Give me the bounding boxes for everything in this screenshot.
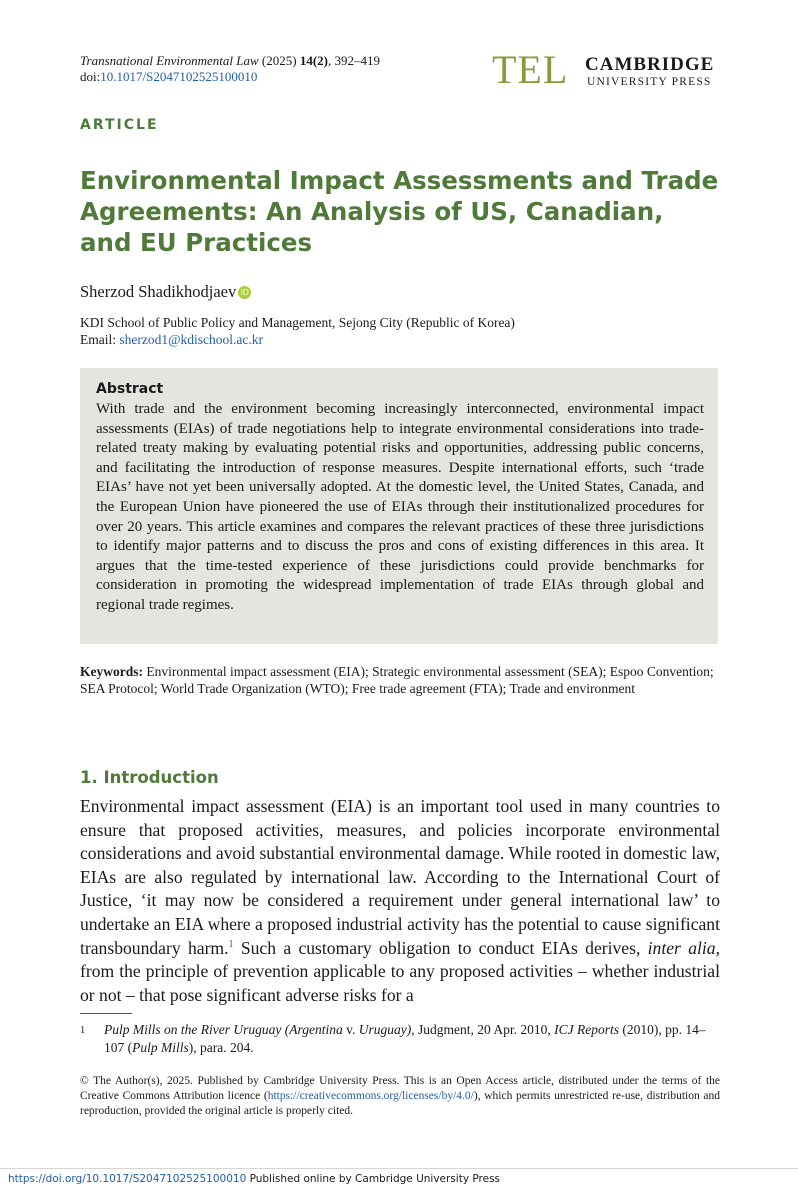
footnote-versus: v. [342, 1022, 359, 1037]
journal-citation [80, 53, 380, 69]
section-heading-introduction: 1. Introduction [80, 768, 219, 787]
author-email-line [80, 331, 263, 348]
footnote-number: 1 [80, 1025, 86, 1036]
footnote-short-name: Pulp Mills [132, 1040, 189, 1055]
footnote-case-name-2: Uruguay) [358, 1022, 412, 1037]
keywords-label: Keywords: [80, 664, 143, 679]
keywords-text: Environmental impact assessment (EIA); Strategic environmental assessment (SEA); Espoo Convention; SEA Protocol; World Trade Organization (WTO); Free trade agreement (FTA); Trade and environment [80, 664, 714, 696]
footer-published: Published online by Cambridge University Press [246, 1173, 501, 1185]
doi-link[interactable]: 10.1017/S2047102525100010 [100, 69, 258, 84]
abstract-text: With trade and the environment becoming increasingly interconnected, environmental impact assessments (EIAs) of trade negotiations help to integrate environmental considerations into trade-related treaty making by evaluating potential risks and opportunities, addressing public concerns, and facilitating the introduction of response measures. Despite international efforts, such ‘trade EIAs’ have not yet been universally adopted. At the domestic level, the United States, Canada, and the European Union have pioneered the use of EIAs through their institutionalized procedures for over 20 years. This article examines and compares the relevant practices of these three jurisdictions to identify major patterns and to discuss the pros and cons of existing differences in this area. It argues that the time-tested experience of these jurisdictions could provide benchmarks for consideration in promoting the widespread implementation of trade EIAs through global and regional trade regimes. [96, 401, 704, 613]
tel-logo: TEL [492, 47, 569, 92]
email-label: Email: [80, 332, 120, 347]
footnote-report: ICJ Reports [554, 1022, 619, 1037]
journal-issue: (2) [312, 53, 328, 68]
journal-volume: 14 [299, 53, 313, 68]
intro-text-part3: , from the principle of prevention applicable to any proposed activities – whether industrial or not – that pose significant adverse risks for a [80, 937, 720, 1005]
footnote-text [104, 1021, 720, 1057]
footer-bar [8, 1173, 500, 1185]
email-link[interactable]: sherzod1@kdischool.ac.kr [119, 332, 264, 347]
footnote-text-2: (2010), pp. 14–107 ( [104, 1022, 706, 1055]
keywords [80, 663, 720, 697]
journal-name: Transnational Environmental Law [80, 53, 259, 68]
journal-year: (2025) [258, 53, 300, 68]
copyright-notice [80, 1074, 720, 1119]
orcid-icon[interactable]: iD [238, 286, 251, 299]
doi-prefix: doi: [80, 69, 101, 84]
journal-pages: , 392–419 [328, 53, 380, 68]
footer-divider [0, 1168, 798, 1169]
author-affiliation: KDI School of Public Policy and Management, Sejong City (Republic of Korea) [80, 315, 515, 330]
introduction-paragraph [80, 795, 720, 1007]
footer-doi-link[interactable]: https://doi.org/10.1017/S2047102525100010 [8, 1173, 247, 1185]
intro-text-part2: Such a customary obligation to conduct EIAs derives, [233, 937, 648, 958]
author-name: Sherzod Shadikhodjaev [80, 282, 237, 301]
intro-text-italic: inter alia [647, 937, 716, 958]
doi-line [80, 69, 257, 85]
copyright-text-2: ), which permits unrestricted re-use, distribution and reproduction, provided the original article is properly cited. [80, 1090, 720, 1117]
publisher-logo-line1: CAMBRIDGE [585, 54, 715, 75]
license-link[interactable]: https://creativecommons.org/licenses/by/4.0/ [267, 1090, 474, 1102]
intro-text-part1: Environmental impact assessment (EIA) is an important tool used in many countries to ensure that proposed activities, measures, and policies incorporate environmental considerations and avoid substantial environmental damage. While rooted in domestic law, EIAs are also regulated by international law. According to the International Court of Justice, ‘it may now be considered a requirement under general international law’ to undertake an EIA where a proposed industrial activity has the potential to cause significant transboundary harm. [80, 796, 720, 958]
article-title: Environmental Impact Assessments and Trade Agreements: An Analysis of US, Canadian, and EU Practices [80, 166, 719, 257]
copyright-text-1: © The Author(s), 2025. Published by Cambridge University Press. This is an Open Access article, distributed under the terms of the Creative Commons Attribution licence ( [80, 1075, 720, 1102]
author-line [80, 282, 251, 302]
footnote-case-name: Pulp Mills on the River Uruguay (Argentina [104, 1022, 343, 1037]
abstract-heading: Abstract [96, 381, 164, 397]
footnote-text-1: , Judgment, 20 Apr. 2010, [411, 1022, 555, 1037]
article-type-label: ARTICLE [80, 117, 159, 133]
publisher-logo-line2: UNIVERSITY PRESS [587, 76, 712, 88]
footnote-divider [80, 1013, 132, 1014]
footnote-text-3: ), para. 204. [188, 1040, 254, 1055]
footnote-ref-1[interactable]: 1 [228, 938, 234, 950]
